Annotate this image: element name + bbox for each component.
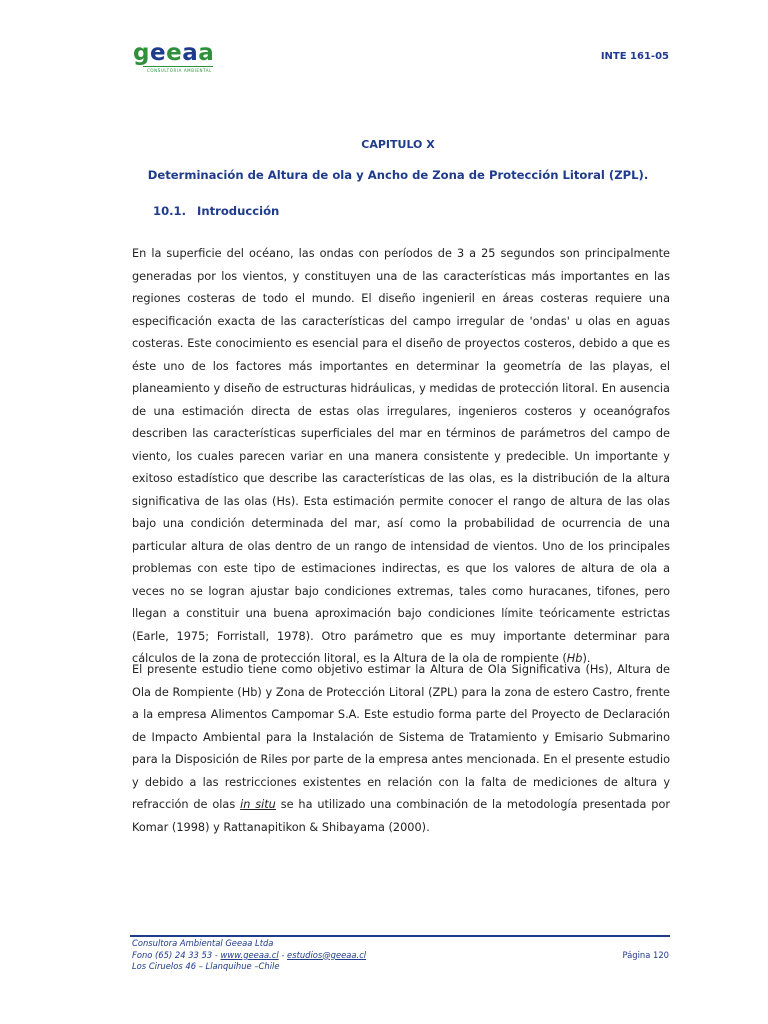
italic-term: Hb bbox=[566, 652, 583, 665]
paragraph-objective bbox=[132, 659, 670, 839]
chapter-title: Determinación de Altura de ola y Ancho de Zona de Protección Litoral (ZPL). bbox=[147, 168, 649, 182]
section-label: Introducción bbox=[197, 204, 280, 218]
page-number: Página 120 bbox=[622, 950, 669, 960]
footer-email-link[interactable]: estudios@geeaa.cl bbox=[287, 949, 367, 960]
footer-website-link[interactable]: www.geeaa.cl bbox=[220, 949, 279, 960]
section-number: 10.1. bbox=[153, 204, 187, 218]
footer-phone: Fono (65) 24 33 53 - bbox=[132, 949, 221, 960]
logo-wordmark: geeaa bbox=[133, 40, 215, 66]
company-logo bbox=[133, 40, 223, 80]
footer-separator: - bbox=[278, 949, 288, 960]
footer-contact bbox=[132, 938, 366, 973]
paragraph-text: En la superficie del océano, las ondas con períodos de 3 a 25 segundos son principalmente generadas por los vientos, y constituyen una de las características más importantes en las regiones costeras de todo el mundo. El diseño ingenieril en áreas costeras requiere una especificación exacta de las características del campo irregular de 'ondas' u olas en aguas costeras. Este conocimiento es esencial para el diseño de proyectos costeros, debido a que es éste uno de los factores más importantes en determinar la geometría de las playas, el planeamiento y diseño de estructuras hidráulicas, y medidas de protección litoral. En ausencia de una estimación directa de estas olas irregulares, ingenieros costeros y oceanógrafos describen las características superficiales del mar en términos de parámetros del campo de viento, los cuales parecen variar en una manera consistente y predecible. Un importante y exitoso estadístico que describe las características de las olas, es la distribución de la altura significativa de las olas (Hs). Esta estimación permite conocer el rango de altura de las olas bajo una condición determinada del mar, así como la probabilidad de ocurrencia de una particular altura de olas dentro de un rango de intensidad de vientos. Uno de los principales problemas con este tipo de estimaciones indirectas, es que los valores de altura de ola a veces no se logran ajustar bajo condiciones extremas, tales como huracanes, tifones, pero llegan a constituir una buena aproximación bajo condiciones límite teóricamente estrictas (Earle, 1975; Forristall, 1978). Otro parámetro que es muy importante determinar para cálculos de la zona de protección litoral, es la Altura de la ola de rompiente ( bbox=[132, 247, 670, 665]
paragraph-text: El presente estudio tiene como objetivo estimar la Altura de Ola Significativa (Hs), Altura de Ola de Rompiente (Hb) y Zona de Protección Litoral (ZPL) para la zona de estero Castro, frente a la empresa Alimentos Campomar S.A. Este estudio forma parte del Proyecto de Declaración de Impacto Ambiental para la Instalación de Sistema de Tratamiento y Emisario Submarino para la Disposición de Riles por parte de la empresa antes mencionada. En el presente estudio y debido a las restricciones existentes en relación con la falta de mediciones de altura y refracción de olas bbox=[132, 663, 670, 811]
logo-underline bbox=[143, 66, 213, 67]
document-code: INTE 161-05 bbox=[600, 51, 669, 62]
footer-company: Consultora Ambiental Geeaa Ltda bbox=[132, 938, 274, 948]
paragraph-end: ). bbox=[582, 652, 591, 665]
paragraph-introduction bbox=[132, 243, 670, 671]
section-heading bbox=[153, 204, 279, 218]
paragraph-end: se ha utilizado una combinación de la metodología presentada por Komar (1998) y Rattanapitikon & Shibayama (2000). bbox=[132, 798, 670, 834]
footer-divider bbox=[130, 935, 670, 937]
italic-term: in situ bbox=[240, 798, 276, 811]
chapter-heading: CAPITULO X bbox=[361, 138, 435, 151]
logo-subtitle: CONSULTORIA AMBIENTAL bbox=[147, 68, 212, 73]
footer-address: Los Ciruelos 46 – Llanquihue –Chile bbox=[132, 961, 280, 971]
footer-phone-line bbox=[132, 950, 366, 962]
